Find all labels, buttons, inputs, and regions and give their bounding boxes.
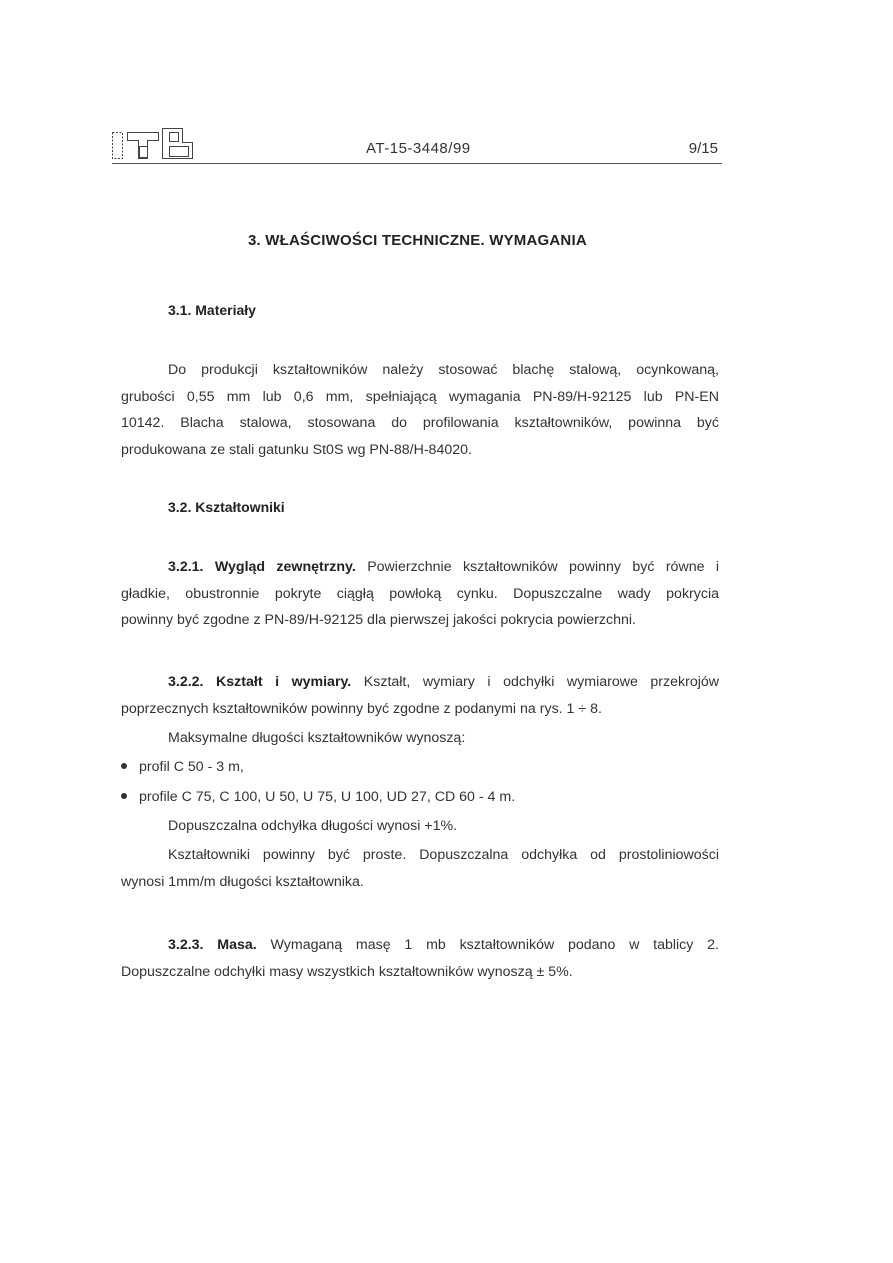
itb-logo bbox=[112, 128, 194, 160]
profiles-heading: 3.2. Kształtowniki bbox=[168, 499, 285, 515]
text-line bbox=[121, 669, 719, 696]
list-item bbox=[121, 759, 244, 775]
text-line bbox=[121, 554, 719, 581]
text-line: grubości 0,55 mm lub 0,6 mm, spełniającą wymagania PN-89/H-92125 lub PN-EN bbox=[121, 388, 719, 405]
section-title: 3. WŁAŚCIWOŚCI TECHNICZNE. WYMAGANIA bbox=[248, 232, 587, 249]
length-tolerance: Dopuszczalna odchyłka długości wynosi +1%. bbox=[168, 818, 458, 834]
text-line: Dopuszczalne odchyłki masy wszystkich kształtowników wynoszą ± 5%. bbox=[121, 963, 573, 980]
shape-label: 3.2.2. Kształt i wymiary. bbox=[168, 674, 352, 690]
appearance-label: 3.2.1. Wygląd zewnętrzny. bbox=[168, 559, 356, 575]
page-number: 9/15 bbox=[688, 140, 718, 157]
bullet-icon bbox=[121, 763, 127, 769]
text-line: Do produkcji kształtowników należy stosować blachę stalową, ocynkowaną, bbox=[168, 362, 719, 378]
text-line: Kształtowniki powinny być proste. Dopuszczalna odchyłka od prostoliniowości bbox=[168, 847, 719, 863]
header-divider bbox=[112, 163, 722, 164]
text-line: gładkie, obustronnie pokryte ciągłą powłoką cynku. Dopuszczalne wady pokrycia bbox=[121, 585, 719, 602]
text-line: poprzecznych kształtowników powinny być zgodne z podanymi na rys. 1 ÷ 8. bbox=[121, 700, 602, 717]
straightness-paragraph bbox=[121, 842, 719, 895]
text-run: Wymaganą masę 1 mb kształtowników podano w tablicy 2. bbox=[270, 937, 719, 953]
appearance-paragraph bbox=[121, 554, 719, 634]
shape-paragraph bbox=[121, 669, 719, 722]
text-line bbox=[121, 932, 719, 959]
text-line: produkowana ze stali gatunku St0S wg PN-88/H-84020. bbox=[121, 441, 472, 458]
bullet-icon bbox=[121, 793, 127, 799]
mass-label: 3.2.3. Masa. bbox=[168, 937, 257, 953]
text-line: wynosi 1mm/m długości kształtownika. bbox=[121, 873, 364, 890]
materials-heading: 3.1. Materiały bbox=[168, 302, 256, 318]
list-item bbox=[121, 789, 515, 805]
list-item-text: profil C 50 - 3 m, bbox=[139, 759, 244, 775]
text-line: 10142. Blacha stalowa, stosowana do profilowania kształtowników, powinna być bbox=[121, 415, 719, 431]
text-line: powinny być zgodne z PN-89/H-92125 dla pierwszej jakości pokrycia powierzchni. bbox=[121, 612, 636, 628]
text-run: Powierzchnie kształtowników powinny być równe i bbox=[367, 559, 719, 575]
max-length-intro: Maksymalne długości kształtowników wynoszą: bbox=[168, 730, 466, 746]
list-item-text: profile C 75, C 100, U 50, U 75, U 100, UD 27, CD 60 - 4 m. bbox=[139, 789, 516, 805]
page-header bbox=[112, 128, 720, 162]
text-run: Kształt, wymiary i odchyłki wymiarowe przekrojów bbox=[363, 674, 719, 690]
document-number: AT-15-3448/99 bbox=[366, 140, 471, 157]
mass-paragraph bbox=[121, 932, 719, 985]
materials-paragraph bbox=[121, 357, 719, 463]
